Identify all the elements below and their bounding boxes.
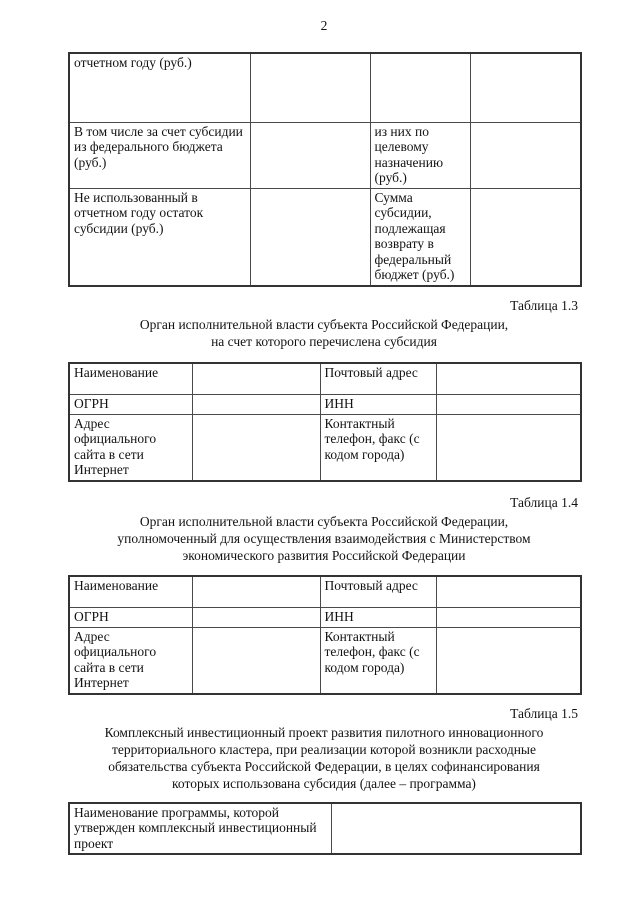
table-row bbox=[69, 627, 581, 694]
table-cell-label bbox=[370, 53, 470, 122]
table-cell-label: Адрес официального сайта в сети Интернет bbox=[69, 627, 192, 694]
title-line: обязательства субъекта Российской Федерации, в целях софинансирования bbox=[108, 758, 540, 774]
table-cell-label: ОГРН bbox=[69, 395, 192, 415]
table-row bbox=[69, 576, 581, 608]
table-cell-value bbox=[250, 122, 370, 188]
table-row bbox=[69, 608, 581, 628]
table-cell-value bbox=[192, 576, 320, 608]
table-cell-label: Контактный телефон, факс (с кодом города) bbox=[320, 414, 436, 481]
title-line: уполномоченный для осуществления взаимодействия с Министерством bbox=[117, 530, 531, 546]
table-row bbox=[69, 803, 581, 855]
title-line: территориального кластера, при реализации которой возникли расходные bbox=[112, 741, 536, 757]
table-cell-value bbox=[436, 608, 581, 628]
table-cell-label: Почтовый адрес bbox=[320, 363, 436, 395]
document-page bbox=[68, 18, 580, 855]
table-cell-label: Наименование bbox=[69, 363, 192, 395]
table-cell-value bbox=[470, 122, 581, 188]
table-cell-label: ИНН bbox=[320, 395, 436, 415]
table-cell-label: отчетном году (руб.) bbox=[69, 53, 250, 122]
table-1-3 bbox=[68, 362, 582, 482]
table-1-5 bbox=[68, 802, 582, 856]
table-row bbox=[69, 414, 581, 481]
table-cell-label: Контактный телефон, факс (с кодом города) bbox=[320, 627, 436, 694]
table-cell-label: Сумма субсидии, подлежащая возврату в федеральный бюджет (руб.) bbox=[370, 188, 470, 286]
table-cell-value bbox=[436, 627, 581, 694]
table-cell-value bbox=[470, 188, 581, 286]
table-1-4 bbox=[68, 575, 582, 695]
table-title-1-4 bbox=[68, 513, 580, 564]
table-cell-label: из них по целевому назначению (руб.) bbox=[370, 122, 470, 188]
table-cell-value bbox=[192, 627, 320, 694]
title-line: Орган исполнительной власти субъекта Российской Федерации, bbox=[139, 316, 509, 332]
table-title-1-3 bbox=[68, 316, 580, 350]
table-cell-value bbox=[192, 363, 320, 395]
page-number: 2 bbox=[320, 18, 328, 33]
table-cell-label: В том числе за счет субсидии из федерального бюджета (руб.) bbox=[69, 122, 250, 188]
table-caption-1-5: Таблица 1.5 bbox=[510, 705, 578, 721]
title-line: экономического развития Российской Федерации bbox=[182, 547, 466, 563]
table-cell-value bbox=[436, 576, 581, 608]
table-cell-label: Наименование bbox=[69, 576, 192, 608]
table-row bbox=[69, 53, 581, 122]
table-caption-1-3: Таблица 1.3 bbox=[510, 297, 578, 313]
table-cell-value bbox=[470, 53, 581, 122]
table-cell-label: Адрес официального сайта в сети Интернет bbox=[69, 414, 192, 481]
table-row bbox=[69, 188, 581, 286]
title-line: на счет которого перечислена субсидия bbox=[211, 333, 437, 349]
table-cell-value bbox=[192, 414, 320, 481]
table-cell-value bbox=[250, 53, 370, 122]
table-cell-value bbox=[436, 395, 581, 415]
table-cell-label: ОГРН bbox=[69, 608, 192, 628]
table-title-1-5 bbox=[68, 724, 580, 792]
title-line: Комплексный инвестиционный проект развития пилотного инновационного bbox=[104, 724, 544, 740]
continuation-table bbox=[68, 52, 582, 287]
table-cell-label: Наименование программы, которой утвержден комплексный инвестиционный проект bbox=[69, 803, 331, 855]
table-row bbox=[69, 395, 581, 415]
title-line: которых использована субсидия (далее – программа) bbox=[172, 775, 476, 791]
table-cell-label: Не использованный в отчетном году остаток субсидии (руб.) bbox=[69, 188, 250, 286]
table-cell-value bbox=[192, 608, 320, 628]
table-cell-label: Почтовый адрес bbox=[320, 576, 436, 608]
table-cell-value bbox=[192, 395, 320, 415]
table-cell-value bbox=[250, 188, 370, 286]
table-row bbox=[69, 122, 581, 188]
title-line: Орган исполнительной власти субъекта Российской Федерации, bbox=[139, 513, 509, 529]
table-cell-value bbox=[436, 414, 581, 481]
table-cell-value bbox=[331, 803, 581, 855]
table-cell-value bbox=[436, 363, 581, 395]
table-cell-label: ИНН bbox=[320, 608, 436, 628]
table-row bbox=[69, 363, 581, 395]
table-caption-1-4: Таблица 1.4 bbox=[510, 494, 578, 510]
